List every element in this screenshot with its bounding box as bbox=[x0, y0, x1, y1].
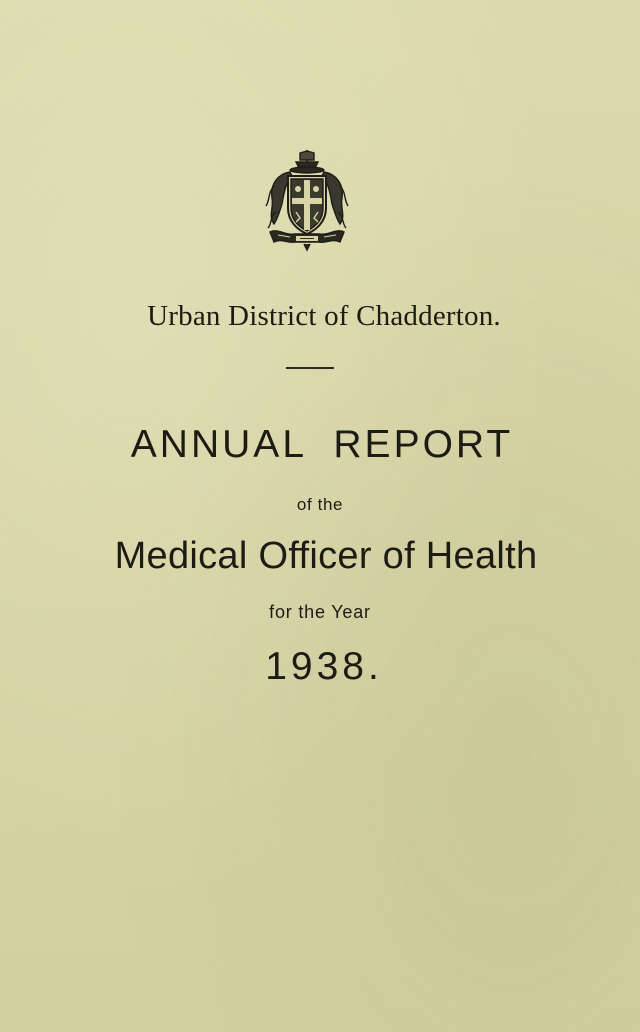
divider-rule bbox=[286, 367, 334, 369]
of-the-text: of the bbox=[296, 495, 344, 514]
report-title: ANNUAL REPORT bbox=[130, 423, 514, 466]
report-subject: Medical Officer of Health bbox=[114, 535, 538, 577]
for-the-year-text: for the Year bbox=[269, 602, 371, 622]
coat-of-arms-icon bbox=[260, 146, 354, 252]
report-year: 1938. bbox=[265, 645, 383, 688]
district-name: Urban District of Chadderton. bbox=[147, 300, 501, 332]
